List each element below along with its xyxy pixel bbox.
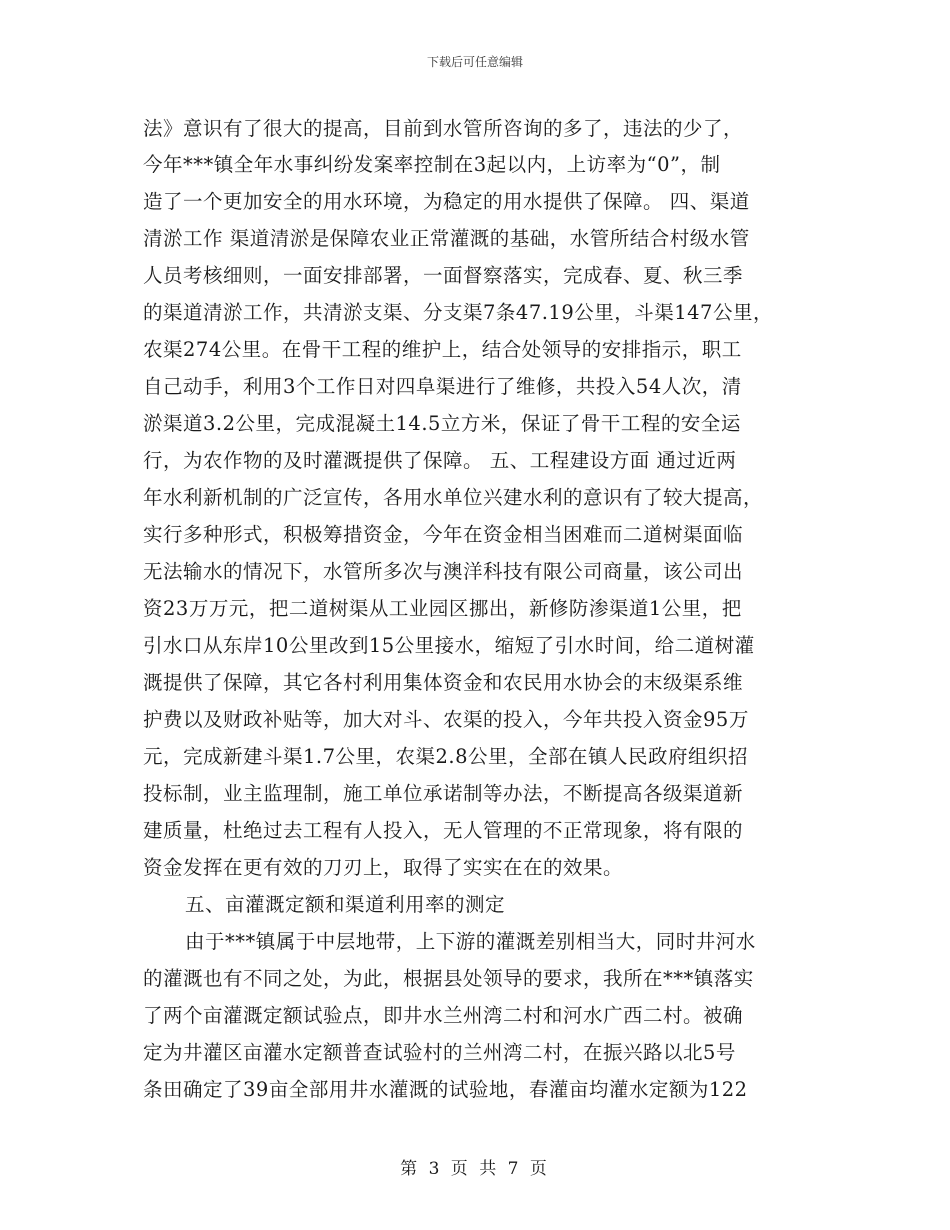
- text-line: 造了一个更加安全的用水环境，为稳定的用水提供了保障。 四、渠道: [143, 190, 750, 213]
- text-line: 溉提供了保障，其它各村利用集体资金和农民用水协会的末级渠系维: [143, 671, 744, 694]
- text-line: 行，为农作物的及时灌溉提供了保障。 五、工程建设方面 通过近两: [143, 449, 737, 472]
- text-line: 法》意识有了很大的提高，目前到水管所咨询的多了，违法的少了，: [143, 117, 744, 140]
- text-line: 的渠道清淤工作，共清淤支渠、分支渠7条47.19公里，斗渠147公里，: [143, 301, 773, 324]
- text-line: 了两个亩灌溉定额试验点，即井水兰州湾二村和河水广西二村。被确: [143, 1004, 744, 1027]
- text-line: 今年***镇全年水事纠纷发案率控制在3起以内，上访率为“0”，制: [143, 153, 721, 176]
- text-line: 投标制，业主监理制，施工单位承诺制等办法，不断提高各级渠道新: [143, 782, 744, 805]
- text-line: 实行多种形式，积极筹措资金，今年在资金相当困难而二道树渠面临: [143, 523, 744, 546]
- text-line: 自己动手，利用3个工作日对四阜渠进行了维修，共投入54人次，清: [143, 375, 742, 398]
- page-header: 下载后可任意编辑: [426, 55, 523, 69]
- text-line: 无法输水的情况下，水管所多次与澳洋科技有限公司商量，该公司出: [143, 560, 744, 583]
- text-line: 由于***镇属于中层地带，上下游的灌溉差别相当大，同时井河水: [185, 930, 756, 953]
- text-line: 护费以及财政补贴等，加大对斗、农渠的投入，今年共投入资金95万: [143, 708, 749, 731]
- page-footer: 第 3 页 共 7 页: [400, 1159, 550, 1179]
- text-line: 人员考核细则，一面安排部署，一面督察落实，完成春、夏、秋三季: [143, 264, 744, 287]
- text-line: 定为井灌区亩灌水定额普查试验村的兰州湾二村，在振兴路以北5号: [143, 1041, 736, 1064]
- text-line: 条田确定了39亩全部用井水灌溉的试验地，春灌亩均灌水定额为122: [143, 1078, 748, 1101]
- text-line: 的灌溉也有不同之处，为此，根据县处领导的要求，我所在***镇落实: [143, 967, 754, 990]
- text-line: 引水口从东岸10公里改到15公里接水，缩短了引水时间，给二道树灌: [143, 634, 755, 657]
- text-line: 农渠274公里。在骨干工程的维护上，结合处领导的安排指示，职工: [143, 338, 742, 361]
- text-line: 资23万万元，把二道树渠从工业园区挪出，新修防渗渠道1公里，把: [143, 597, 742, 620]
- text-line: 年水利新机制的广泛宣传，各用水单位兴建水利的意识有了较大提高，: [143, 486, 764, 509]
- text-line: 淤渠道3.2公里，完成混凝土14.5立方米，保证了骨干工程的安全运: [143, 412, 741, 435]
- text-line: 建质量，杜绝过去工程有人投入，无人管理的不正常现象，将有限的: [143, 819, 744, 842]
- section-heading: 五、亩灌溉定额和渠道利用率的测定: [185, 893, 506, 916]
- text-line: 元，完成新建斗渠1.7公里，农渠2.8公里，全部在镇人民政府组织招: [143, 745, 749, 768]
- text-line: 清淤工作 渠道清淤是保障农业正常灌溉的基础，水管所结合村级水管: [143, 227, 750, 250]
- text-line: 资金发挥在更有效的刀刃上，取得了实实在在的效果。: [143, 856, 624, 879]
